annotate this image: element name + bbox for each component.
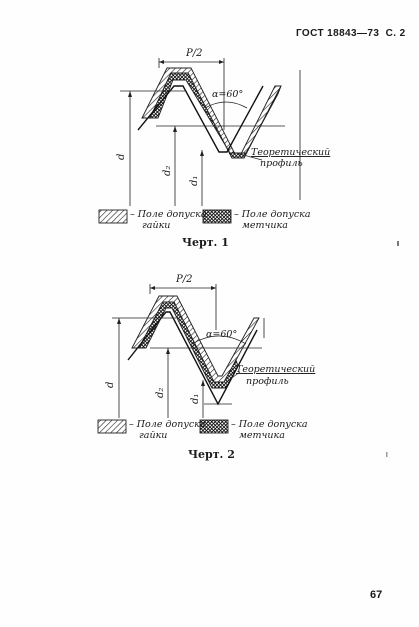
legend-tap-swatch-1 xyxy=(203,210,231,223)
legend-nut-swatch-1 xyxy=(99,210,127,223)
pitch-label-2: P/2 xyxy=(176,274,193,285)
legend-tap-text-1 xyxy=(234,209,311,231)
legend-nut-text-2 xyxy=(129,419,206,441)
legend-nut-line2-1: гайки xyxy=(142,220,171,231)
header-page-number: С. 2 xyxy=(385,28,406,39)
legend-nut-text-1 xyxy=(130,209,207,231)
figure-caption-2: Черт. 2 xyxy=(188,448,235,461)
legend-nut-line1-1: – Поле допуска xyxy=(130,209,207,220)
diameter-d1-label-2: d₁ xyxy=(190,393,201,404)
diameter-d1-label-1: d₁ xyxy=(189,175,200,186)
diameter-d-label-2: d xyxy=(105,381,116,388)
page-number: 67 xyxy=(370,589,383,601)
diameter-d2-label-2: d₂ xyxy=(155,387,166,398)
diameter-d2-label-1: d₂ xyxy=(162,165,173,176)
pitch-label-1: P/2 xyxy=(186,48,203,59)
figure-caption-1: Черт. 1 xyxy=(182,236,229,249)
scan-mark xyxy=(397,241,399,246)
profile-label-line1-1: Теоретический xyxy=(251,147,331,158)
profile-label-line2-1: профиль xyxy=(260,158,303,169)
legend-tap-line1-2: – Поле допуска xyxy=(231,419,308,430)
scan-mark xyxy=(386,452,388,457)
standard-number: ГОСТ 18843—73 xyxy=(296,28,380,39)
legend-nut-line1-2: – Поле допуска xyxy=(129,419,206,430)
legend-nut-line2-2: гайки xyxy=(139,430,168,441)
diameter-d-label-1: d xyxy=(116,153,127,160)
legend-tap-text-2 xyxy=(231,419,308,441)
legend-tap-line2-1: метчика xyxy=(242,220,288,231)
profile-label-line1-2: Теоретический xyxy=(236,364,316,375)
legend-tap-line2-2: метчика xyxy=(239,430,285,441)
legend-nut-swatch-2 xyxy=(98,420,126,433)
profile-label-line2-2: профиль xyxy=(246,376,289,387)
legend-tap-line1-1: – Поле допуска xyxy=(234,209,311,220)
angle-label-1: α=60° xyxy=(212,89,244,100)
nut-tolerance-field-1 xyxy=(142,68,281,158)
angle-label-2: α=60° xyxy=(206,329,238,340)
